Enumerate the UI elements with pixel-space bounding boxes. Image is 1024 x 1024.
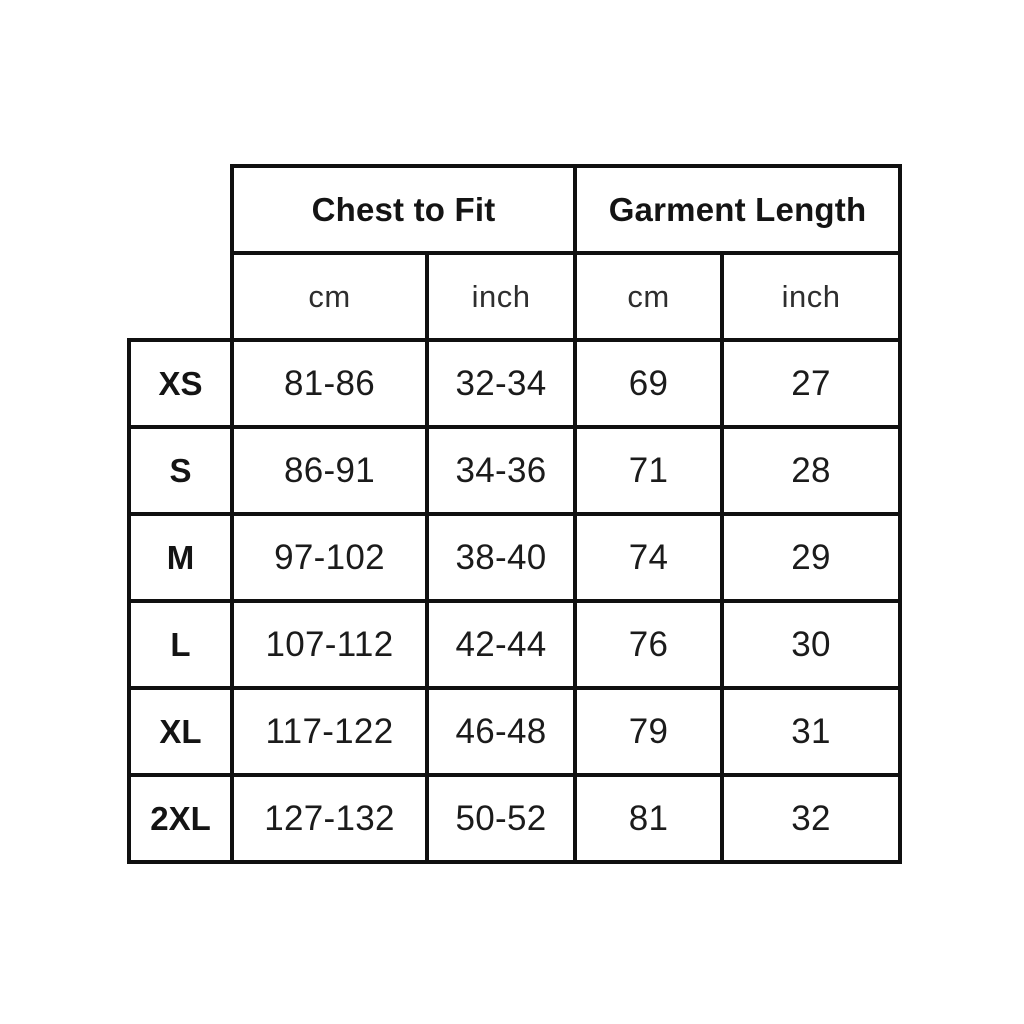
- size-label-2xl: 2XL: [129, 775, 232, 862]
- blank-corner-cell: [129, 166, 232, 253]
- cell-2xl-length-cm: 81: [575, 775, 722, 862]
- cell-s-chest-inch: 34-36: [427, 427, 575, 514]
- cell-xs-length-inch: 27: [722, 340, 900, 427]
- unit-label-length-cm: cm: [575, 253, 722, 340]
- cell-m-length-inch: 29: [722, 514, 900, 601]
- size-label-xs: XS: [129, 340, 232, 427]
- cell-2xl-chest-cm: 127-132: [232, 775, 427, 862]
- cell-m-chest-inch: 38-40: [427, 514, 575, 601]
- table-row-2xl: [129, 775, 900, 862]
- size-label-m: M: [129, 514, 232, 601]
- unit-label-length-inch: inch: [722, 253, 900, 340]
- unit-row: [129, 253, 900, 340]
- table-row-m: [129, 514, 900, 601]
- cell-s-length-inch: 28: [722, 427, 900, 514]
- cell-l-length-inch: 30: [722, 601, 900, 688]
- table-row-s: [129, 427, 900, 514]
- cell-xl-chest-cm: 117-122: [232, 688, 427, 775]
- blank-corner-cell: [129, 253, 232, 340]
- table-row-l: [129, 601, 900, 688]
- unit-label-chest-cm: cm: [232, 253, 427, 340]
- column-group-chest-to-fit: Chest to Fit: [232, 166, 575, 253]
- cell-xs-chest-cm: 81-86: [232, 340, 427, 427]
- size-label-s: S: [129, 427, 232, 514]
- size-chart-table: [127, 164, 902, 864]
- cell-xl-length-cm: 79: [575, 688, 722, 775]
- column-group-garment-length: Garment Length: [575, 166, 900, 253]
- cell-xs-length-cm: 69: [575, 340, 722, 427]
- cell-s-length-cm: 71: [575, 427, 722, 514]
- size-label-xl: XL: [129, 688, 232, 775]
- cell-l-chest-inch: 42-44: [427, 601, 575, 688]
- size-label-l: L: [129, 601, 232, 688]
- unit-label-chest-inch: inch: [427, 253, 575, 340]
- column-group-row: [129, 166, 900, 253]
- cell-xl-length-inch: 31: [722, 688, 900, 775]
- cell-l-chest-cm: 107-112: [232, 601, 427, 688]
- table-row-xl: [129, 688, 900, 775]
- cell-xl-chest-inch: 46-48: [427, 688, 575, 775]
- cell-2xl-length-inch: 32: [722, 775, 900, 862]
- table-row-xs: [129, 340, 900, 427]
- cell-xs-chest-inch: 32-34: [427, 340, 575, 427]
- cell-m-chest-cm: 97-102: [232, 514, 427, 601]
- cell-l-length-cm: 76: [575, 601, 722, 688]
- cell-s-chest-cm: 86-91: [232, 427, 427, 514]
- cell-m-length-cm: 74: [575, 514, 722, 601]
- cell-2xl-chest-inch: 50-52: [427, 775, 575, 862]
